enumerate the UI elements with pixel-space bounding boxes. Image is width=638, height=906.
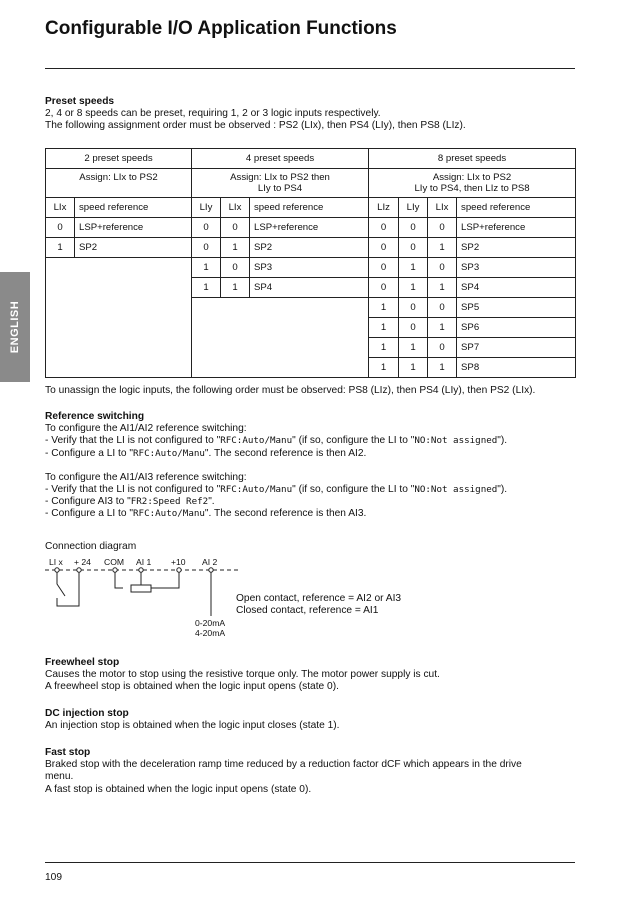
terminal-label: AI 1 <box>136 557 152 567</box>
freewheel-stop-heading: Freewheel stop <box>45 657 120 668</box>
empty-cell <box>46 278 192 298</box>
fast-stop-text-1: Braked stop with the deceleration ramp time reduced by a reduction factor dCF which appears in the drive <box>45 759 522 771</box>
table-cell: 1 <box>399 338 428 358</box>
table-cell: 0 <box>369 278 399 298</box>
preset-speeds-table <box>45 148 576 378</box>
ai3-intro: To configure the AI1/AI3 reference switching: <box>45 471 247 483</box>
fast-stop-text-2: menu. <box>45 771 74 783</box>
reference-switching-heading: Reference switching <box>45 411 145 422</box>
group-header-8: 8 preset speeds <box>369 149 576 169</box>
footer-rule <box>45 862 575 863</box>
preset-speeds-heading: Preset speeds <box>45 96 115 107</box>
table-cell: LSP+reference <box>457 218 576 238</box>
table-cell: 0 <box>428 218 457 238</box>
table-cell: 0 <box>399 218 428 238</box>
table-cell: LSP+reference <box>75 218 192 238</box>
contact-notes <box>236 593 401 617</box>
table-cell: 0 <box>399 318 428 338</box>
table-cell: SP3 <box>250 258 369 278</box>
page-title: Configurable I/O Application Functions <box>45 18 397 39</box>
table-cell: SP2 <box>457 238 576 258</box>
fast-stop-text-3: A fast stop is obtained when the logic input opens (state 0). <box>45 783 312 795</box>
table-cell: SP6 <box>457 318 576 338</box>
table-cell: SP2 <box>75 238 192 258</box>
col-header: LIx <box>46 198 75 218</box>
table-cell: 0 <box>369 238 399 258</box>
col-header: LIx <box>428 198 457 218</box>
table-cell: 1 <box>428 358 457 378</box>
table-cell: 1 <box>369 298 399 318</box>
dc-injection-text: An injection stop is obtained when the logic input closes (state 1). <box>45 720 340 732</box>
empty-cell <box>46 358 192 378</box>
preset-speeds-section <box>45 96 575 133</box>
table-cell: 1 <box>369 338 399 358</box>
table-cell: 1 <box>221 278 250 298</box>
table-cell: 0 <box>221 258 250 278</box>
table-cell: 1 <box>428 318 457 338</box>
reference-switching-section <box>45 411 575 521</box>
empty-cell <box>192 298 369 318</box>
table-cell: SP7 <box>457 338 576 358</box>
table-cell: 0 <box>369 258 399 278</box>
table-cell: 0 <box>428 258 457 278</box>
table-column-header-row <box>46 198 576 218</box>
preset-speeds-text-1: 2, 4 or 8 speeds can be preset, requiring 1, 2 or 3 logic inputs respectively. <box>45 108 381 120</box>
terminal-label: AI 2 <box>202 557 218 567</box>
fast-stop-section <box>45 747 575 796</box>
table-cell: 0 <box>399 238 428 258</box>
connection-diagram <box>45 556 245 640</box>
freewheel-text-1: Causes the motor to stop using the resistive torque only. The motor power supply is cut. <box>45 669 440 681</box>
freewheel-text-2: A freewheel stop is obtained when the logic input opens (state 0). <box>45 681 339 693</box>
terminal-label: COM <box>104 557 125 567</box>
fast-stop-heading: Fast stop <box>45 747 91 758</box>
unassign-note <box>45 385 575 397</box>
empty-cell <box>192 358 369 378</box>
table-cell: SP3 <box>457 258 576 278</box>
table-cell: 0 <box>428 298 457 318</box>
empty-cell <box>192 318 369 338</box>
unassign-text: To unassign the logic inputs, the following order must be observed: PS8 (LIz), then PS4 (LIy), then PS2 (LIx). <box>45 385 536 396</box>
language-tab <box>0 272 30 382</box>
table-cell: SP8 <box>457 358 576 378</box>
table-cell: 1 <box>428 278 457 298</box>
ai3-configure-ai3-line: - Configure AI3 to "FR2:Speed Ref2". <box>45 496 215 508</box>
group-header-4: 4 preset speeds <box>192 149 369 169</box>
terminal-label: +10 <box>171 557 186 567</box>
table-row <box>46 318 576 338</box>
table-row <box>46 298 576 318</box>
table-row <box>46 358 576 378</box>
empty-cell <box>46 338 192 358</box>
ai2-configure-line: - Configure a LI to "RFC:Auto/Manu". The second reference is then AI2. <box>45 447 367 459</box>
closed-contact-note: Closed contact, reference = AI1 <box>236 605 379 617</box>
table-cell: SP5 <box>457 298 576 318</box>
col-header: LIx <box>221 198 250 218</box>
empty-cell <box>46 298 192 318</box>
table-row <box>46 218 576 238</box>
table-row <box>46 238 576 258</box>
table-cell: 1 <box>192 258 221 278</box>
table-cell: 0 <box>192 218 221 238</box>
open-contact-note: Open contact, reference = AI2 or AI3 <box>236 593 402 604</box>
col-header: LIy <box>192 198 221 218</box>
table-cell: 0 <box>46 218 75 238</box>
table-cell: 1 <box>399 358 428 378</box>
table-cell: SP4 <box>457 278 576 298</box>
table-cell: 1 <box>221 238 250 258</box>
page-number: 109 <box>45 872 62 883</box>
col-header: LIz <box>369 198 399 218</box>
ai3-configure-li-line: - Configure a LI to "RFC:Auto/Manu". The second reference is then AI3. <box>45 508 367 520</box>
table-cell: 1 <box>399 258 428 278</box>
table-cell: 0 <box>369 218 399 238</box>
table-cell: SP2 <box>250 238 369 258</box>
col-header: speed reference <box>75 198 192 218</box>
table-cell: 0 <box>399 298 428 318</box>
connection-diagram-caption: Connection diagram <box>45 541 137 552</box>
table-group-row <box>46 149 576 169</box>
table-cell: 1 <box>369 318 399 338</box>
table-cell: 0 <box>428 338 457 358</box>
empty-cell <box>46 318 192 338</box>
table-row <box>46 258 576 278</box>
terminal-label: + 24 <box>74 557 91 567</box>
terminal-label: LI x <box>49 557 63 567</box>
title-rule <box>45 68 575 69</box>
table-cell: 1 <box>369 358 399 378</box>
table-row <box>46 278 576 298</box>
ai2-intro: To configure the AI1/AI2 reference switching: <box>45 423 247 435</box>
preset-speeds-text-2: The following assignment order must be observed : PS2 (LIx), then PS4 (LIy), then PS8 (LIz). <box>45 120 466 132</box>
table-cell: 1 <box>192 278 221 298</box>
table-cell: 0 <box>192 238 221 258</box>
table-cell: 0 <box>221 218 250 238</box>
empty-cell <box>192 338 369 358</box>
language-tab-label: ENGLISH <box>9 300 21 354</box>
ai3-verify-line: - Verify that the LI is not configured to "RFC:Auto/Manu" (if so, configure the LI to "NO:Not assigned"). <box>45 484 508 496</box>
table-cell: 1 <box>428 238 457 258</box>
col-header: speed reference <box>457 198 576 218</box>
dc-injection-heading: DC injection stop <box>45 708 129 719</box>
dc-injection-section <box>45 708 575 732</box>
freewheel-stop-section <box>45 657 575 694</box>
table-cell: LSP+reference <box>250 218 369 238</box>
group-header-2: 2 preset speeds <box>46 149 192 169</box>
current-range-label: 0-20mA <box>195 618 226 628</box>
current-range-label: 4-20mA <box>195 628 226 638</box>
col-header: speed reference <box>250 198 369 218</box>
empty-cell <box>46 258 192 278</box>
table-cell: 1 <box>399 278 428 298</box>
table-assign-row <box>46 169 576 198</box>
table-cell: 1 <box>46 238 75 258</box>
assign-2: Assign: LIx to PS2 <box>46 169 192 198</box>
assign-4: Assign: LIx to PS2 then LIy to PS4 <box>192 169 369 198</box>
table-cell: SP4 <box>250 278 369 298</box>
ai2-verify-line: - Verify that the LI is not configured to "RFC:Auto/Manu" (if so, configure the LI to "NO:Not assigned"). <box>45 435 508 447</box>
assign-8: Assign: LIx to PS2 LIy to PS4, then LIz to PS8 <box>369 169 576 198</box>
table-row <box>46 338 576 358</box>
col-header: LIy <box>399 198 428 218</box>
